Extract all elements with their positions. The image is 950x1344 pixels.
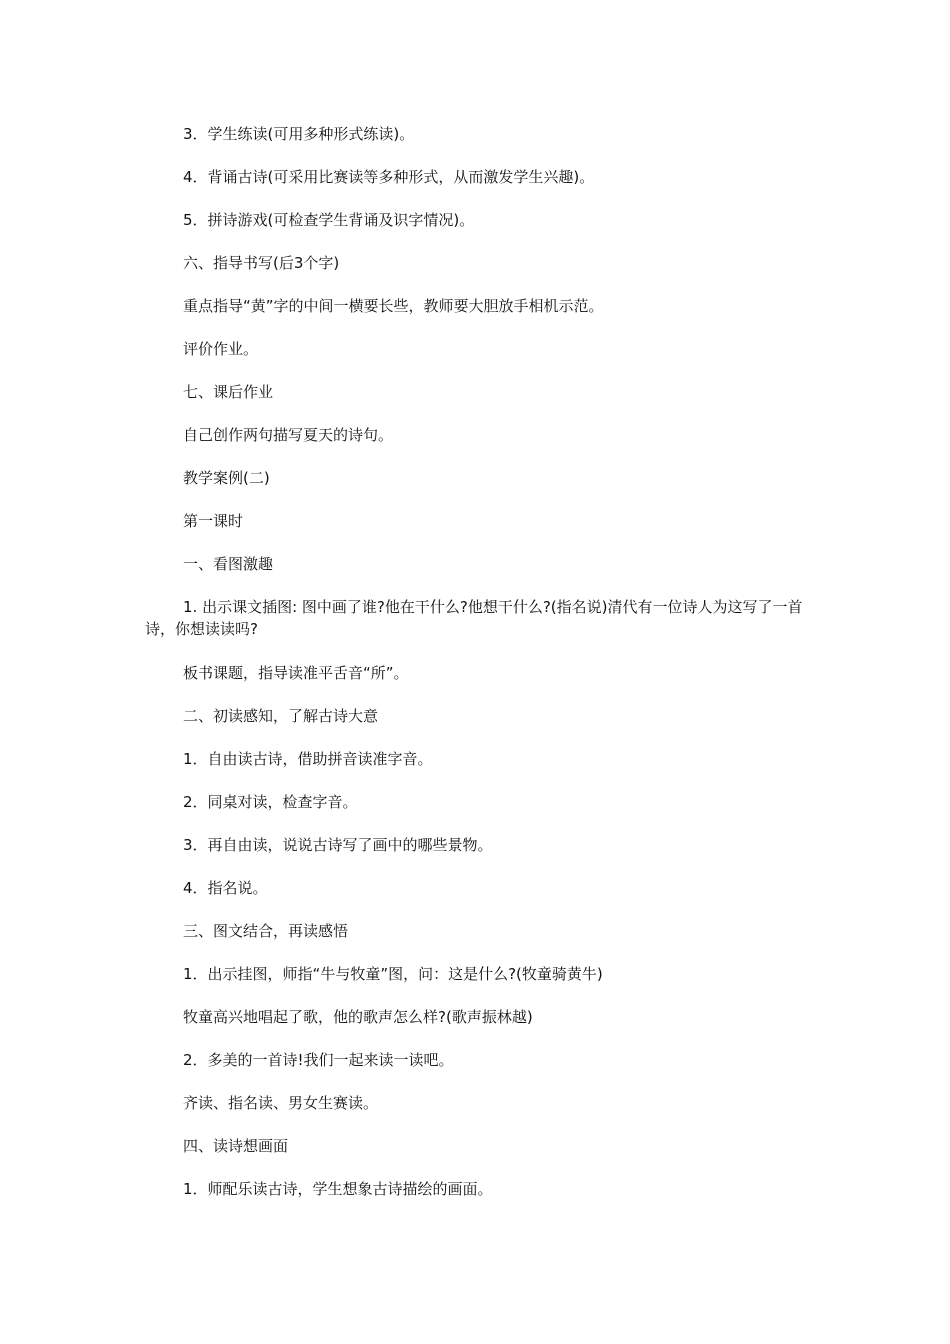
paragraph: 1．出示挂图，师指“牛与牧童”图，问：这是什么?(牧童骑黄牛) bbox=[183, 965, 603, 983]
lesson-heading: 第一课时 bbox=[183, 512, 244, 530]
paragraph: 齐读、指名读、男女生赛读。 bbox=[183, 1094, 379, 1112]
paragraph: 1．师配乐读古诗，学生想象古诗描绘的画面。 bbox=[183, 1180, 493, 1198]
paragraph: 2．同桌对读，检查字音。 bbox=[183, 793, 358, 811]
paragraph: 3．学生练读(可用多种形式练读)。 bbox=[183, 125, 415, 143]
section-heading: 一、看图激趣 bbox=[183, 555, 274, 573]
paragraph: 牧童高兴地唱起了歌，他的歌声怎么样?(歌声振林越) bbox=[183, 1008, 533, 1026]
section-heading: 六、指导书写(后3个字) bbox=[183, 254, 340, 272]
paragraph: 4．背诵古诗(可采用比赛读等多种形式，从而激发学生兴趣)。 bbox=[183, 168, 595, 186]
paragraph: 4．指名说。 bbox=[183, 879, 268, 897]
paragraph: 评价作业。 bbox=[183, 340, 259, 358]
paragraph: 重点指导“黄”字的中间一横要长些，教师要大胆放手相机示范。 bbox=[183, 297, 604, 315]
paragraph: 1. 出示课文插图: 图中画了谁?他在干什么?他想干什么?(指名说)清代有一位诗人为这写了一首诗，你想读读吗? bbox=[145, 598, 803, 638]
paragraph: 板书课题，指导读准平舌音“所”。 bbox=[183, 664, 409, 682]
paragraph: 自己创作两句描写夏天的诗句。 bbox=[183, 426, 394, 444]
section-heading: 二、初读感知，了解古诗大意 bbox=[183, 707, 379, 725]
case-heading: 教学案例(二) bbox=[183, 469, 270, 487]
section-heading: 三、图文结合，再读感悟 bbox=[183, 922, 349, 940]
section-heading: 四、读诗想画面 bbox=[183, 1137, 289, 1155]
paragraph: 1．自由读古诗，借助拼音读准字音。 bbox=[183, 750, 433, 768]
paragraph: 3．再自由读，说说古诗写了画中的哪些景物。 bbox=[183, 836, 493, 854]
paragraph: 2．多美的一首诗!我们一起来读一读吧。 bbox=[183, 1051, 454, 1069]
paragraph: 5．拼诗游戏(可检查学生背诵及识字情况)。 bbox=[183, 211, 475, 229]
section-heading: 七、课后作业 bbox=[183, 383, 274, 401]
